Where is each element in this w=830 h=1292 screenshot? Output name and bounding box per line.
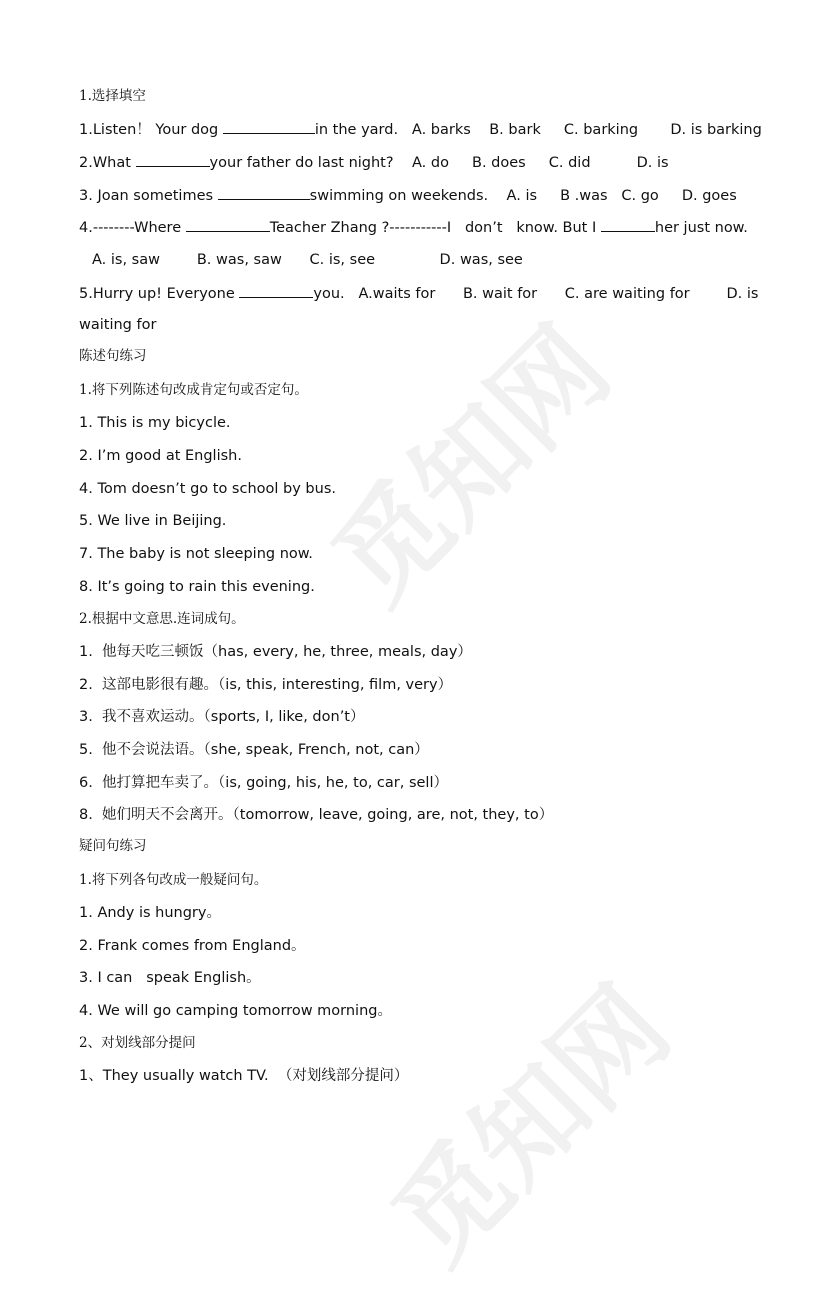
exercise-item: 3. I can speak English。 [79, 970, 261, 986]
question-2 [79, 152, 669, 173]
subsection-heading: 2、对划线部分提问 [79, 1035, 196, 1051]
exercise-item: 2. I’m good at English. [79, 448, 242, 464]
answer-blank [136, 152, 210, 167]
question-options: swimming on weekends. A. is B .was C. go D. goes [309, 188, 737, 204]
exercise-item: 6. 他打算把车卖了。（is, going, his, he, to, car, sell） [79, 775, 448, 791]
question-text: 3. Joan sometimes [79, 188, 218, 204]
question-1 [79, 119, 762, 140]
exercise-item: 3. 我不喜欢运动。（sports, I, like, don’t） [79, 709, 365, 725]
section-heading-question: 疑问句练习 [79, 838, 147, 854]
question-4-options: A. is, saw B. was, saw C. is, see D. was, see [92, 252, 523, 268]
watermark: 觅知网 [308, 302, 634, 628]
exercise-item: 1. Andy is hungry。 [79, 905, 221, 921]
exercise-item: 1. This is my bicycle. [79, 415, 231, 431]
question-5-continuation: waiting for [79, 317, 157, 333]
exercise-item: 7. The baby is not sleeping now. [79, 546, 313, 562]
exercise-item: 1. 他每天吃三顿饭（has, every, he, three, meals, day） [79, 644, 472, 660]
subsection-heading: 2.根据中文意思.连词成句。 [79, 611, 245, 627]
section-heading-declarative: 陈述句练习 [79, 348, 147, 364]
question-text: 5.Hurry up! Everyone [79, 286, 240, 302]
section-heading-choice: 1.选择填空 [79, 88, 146, 104]
watermark-bottom: 觅知网 [368, 962, 694, 1288]
question-text-middle: Teacher Zhang ?-----------I don’t know. But I [269, 220, 601, 236]
exercise-item: 2. Frank comes from England。 [79, 938, 306, 954]
answer-blank [239, 283, 313, 298]
exercise-item: 8. 她们明天不会离开。（tomorrow, leave, going, are, not, they, to） [79, 807, 554, 823]
exercise-item: 8. It’s going to rain this evening. [79, 579, 315, 595]
exercise-item: 1、They usually watch TV. （对划线部分提问） [79, 1068, 409, 1084]
answer-blank [186, 217, 270, 232]
question-3 [79, 185, 737, 206]
question-text-end: her just now. [654, 220, 748, 236]
question-options: in the yard. A. barks B. bark C. barking D. is barking [314, 122, 762, 138]
question-4 [79, 217, 748, 238]
exercise-item: 5. 他不会说法语。（she, speak, French, not, can） [79, 742, 429, 758]
answer-blank [223, 119, 315, 134]
question-options: you. A.waits for B. wait for C. are waiting for D. is [313, 286, 759, 302]
answer-blank-2 [601, 217, 655, 232]
exercise-item: 4. Tom doesn’t go to school by bus. [79, 481, 336, 497]
subsection-heading: 1.将下列陈述句改成肯定句或否定句。 [79, 382, 308, 398]
exercise-item: 5. We live in Beijing. [79, 513, 227, 529]
question-text: 4.--------Where [79, 220, 186, 236]
exercise-item: 2. 这部电影很有趣。（is, this, interesting, film, very） [79, 677, 453, 693]
question-text: 1.Listen！ Your dog [79, 122, 223, 138]
question-text: 2.What [79, 155, 136, 171]
question-5 [79, 283, 758, 304]
question-options: your father do last night? A. do B. does C. did D. is [209, 155, 669, 171]
exercise-item: 4. We will go camping tomorrow morning。 [79, 1003, 392, 1019]
subsection-heading: 1.将下列各句改成一般疑问句。 [79, 872, 268, 888]
answer-blank [218, 185, 310, 200]
